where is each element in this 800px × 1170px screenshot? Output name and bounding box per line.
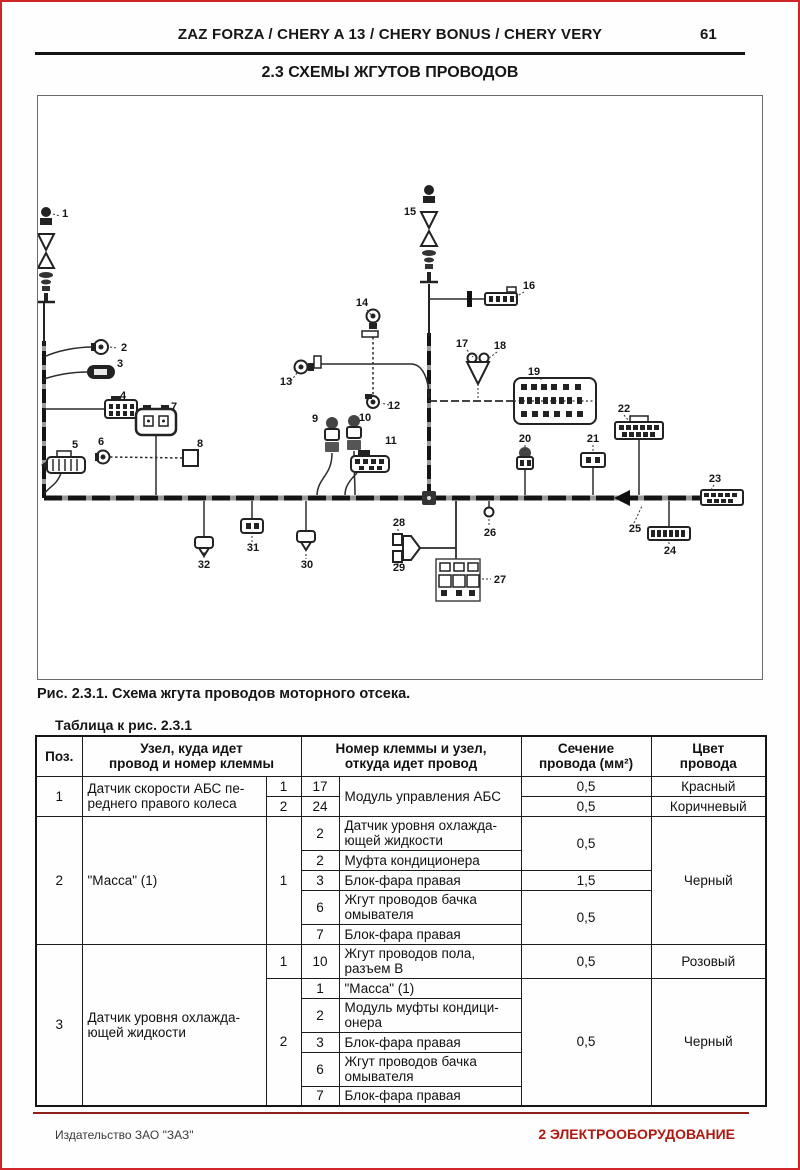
component-32: [195, 501, 213, 556]
terminal-cell: 1: [266, 944, 301, 978]
node-cell: Датчик скорости АБС пе- реднего правого колеса: [82, 776, 266, 816]
source-node-cell: Модуль муфты кондици- онера: [339, 998, 521, 1032]
section-cell: 0,5: [521, 944, 651, 978]
harness-lines: [44, 284, 741, 498]
source-node-cell: Блок-фара правая: [339, 1086, 521, 1106]
source-num-cell: 2: [301, 850, 339, 870]
wiring-diagram: [38, 96, 762, 679]
pos-cell: 3: [36, 944, 82, 1106]
terminal-cell: 2: [266, 978, 301, 1106]
source-num-cell: 3: [301, 870, 339, 890]
diagram-label-15: 15: [403, 206, 417, 218]
source-num-cell: 6: [301, 1052, 339, 1086]
diagram-label-2: 2: [120, 342, 128, 354]
source-node-cell: Блок-фара правая: [339, 924, 521, 944]
pos-cell: 2: [36, 816, 82, 944]
diagram-labels: [62, 206, 721, 586]
color-cell: Черный: [651, 978, 766, 1106]
terminal-cell: 1: [266, 816, 301, 944]
section-cell: 0,5: [521, 796, 651, 816]
diagram-label-13: 13: [279, 376, 293, 388]
diagram-label-18: 18: [493, 340, 507, 352]
color-cell: Красный: [651, 776, 766, 796]
section-cell: 0,5: [521, 890, 651, 944]
col-header-source: Номер клеммы и узел, откуда идет провод: [301, 736, 521, 776]
table-row: [36, 816, 766, 850]
page-number: 61: [700, 26, 717, 43]
diagram-label-10: 10: [358, 412, 372, 424]
component-7: [136, 405, 176, 495]
component-12: [365, 394, 379, 408]
diagram-label-16: 16: [522, 280, 536, 292]
table-row: [36, 944, 766, 978]
diagram-label-7: 7: [170, 401, 178, 413]
component-11: [345, 450, 389, 495]
component-20: [517, 447, 533, 495]
source-node-cell: Жгут проводов пола, разъем В: [339, 944, 521, 978]
wire-table: [35, 735, 767, 1107]
diagram-label-17: 17: [455, 338, 469, 350]
component-14: [362, 310, 380, 397]
color-cell: Черный: [651, 816, 766, 944]
component-30: [297, 501, 315, 550]
source-node-cell: "Масса" (1): [339, 978, 521, 998]
diagram-label-23: 23: [708, 473, 722, 485]
diagram-label-14: 14: [355, 297, 369, 309]
section-cell: 0,5: [521, 816, 651, 870]
diagram-label-31: 31: [246, 542, 260, 554]
component-28-29: [393, 534, 420, 562]
component-5: [41, 451, 85, 493]
chapter-label: 2 ЭЛЕКТРООБОРУДОВАНИЕ: [538, 1126, 735, 1142]
pos-cell: 1: [36, 776, 82, 816]
diagram-label-22: 22: [617, 403, 631, 415]
source-node-cell: Жгут проводов бачка омывателя: [339, 890, 521, 924]
section-title: 2.3 СХЕМЫ ЖГУТОВ ПРОВОДОВ: [261, 64, 519, 81]
component-3: [44, 365, 115, 379]
component-21: [581, 453, 605, 495]
source-num-cell: 2: [301, 816, 339, 850]
component-27: [420, 501, 480, 601]
source-num-cell: 24: [301, 796, 339, 816]
publisher-label: Издательство ЗАО "ЗАЗ": [55, 1128, 194, 1142]
component-31: [241, 501, 263, 533]
diagram-label-28: 28: [392, 517, 406, 529]
component-24: [648, 501, 690, 540]
diagram-label-1: 1: [61, 208, 69, 220]
source-num-cell: 6: [301, 890, 339, 924]
source-node-cell: Жгут проводов бачка омывателя: [339, 1052, 521, 1086]
diagram-label-6: 6: [97, 436, 105, 448]
component-23: [701, 490, 743, 505]
diagram-label-21: 21: [586, 433, 600, 445]
node-cell: Датчик уровня охлажда- ющей жидкости: [82, 944, 266, 1106]
color-cell: Розовый: [651, 944, 766, 978]
header-rule: [35, 52, 745, 55]
component-17-18: [467, 354, 489, 400]
section-cell: 0,5: [521, 978, 651, 1106]
terminal-cell: 2: [266, 796, 301, 816]
diagram-label-11: 11: [385, 435, 397, 447]
source-num-cell: 2: [301, 998, 339, 1032]
section-cell: 1,5: [521, 870, 651, 890]
col-header-color: Цвет провода: [651, 736, 766, 776]
source-node-cell: Датчик уровня охлажда- ющей жидкости: [339, 816, 521, 850]
diagram-label-12: 12: [387, 400, 401, 412]
source-num-cell: 10: [301, 944, 339, 978]
wiring-diagram-box: [37, 95, 763, 680]
component-16: [429, 287, 517, 307]
diagram-label-30: 30: [300, 559, 314, 571]
component-1: [38, 207, 55, 302]
col-header-target: Узел, куда идет провод и номер клеммы: [82, 736, 301, 776]
source-node-cell: Блок-фара правая: [339, 870, 521, 890]
diagram-label-32: 32: [197, 559, 211, 571]
page-header: ZAZ FORZA / CHERY A 13 / CHERY BONUS / CHERY VERY: [177, 26, 603, 43]
diagram-label-9: 9: [311, 413, 319, 425]
component-2: [44, 340, 108, 357]
diagram-label-29: 29: [392, 562, 406, 574]
source-node-cell: Модуль управления АБС: [339, 776, 521, 816]
source-node-cell: Блок-фара правая: [339, 1032, 521, 1052]
source-num-cell: 3: [301, 1032, 339, 1052]
color-cell: Коричневый: [651, 796, 766, 816]
diagram-label-4: 4: [119, 390, 127, 402]
col-header-pos: Поз.: [36, 736, 82, 776]
component-22: [615, 416, 663, 495]
diagram-label-25: 25: [628, 523, 642, 535]
diagram-label-27: 27: [493, 574, 507, 586]
diagram-label-3: 3: [116, 358, 124, 370]
component-26: [485, 501, 494, 517]
table-row: [36, 776, 766, 796]
source-num-cell: 7: [301, 924, 339, 944]
component-6: [95, 451, 183, 464]
terminal-cell: 1: [266, 776, 301, 796]
diagram-label-19: 19: [527, 366, 541, 378]
source-node-cell: Муфта кондиционера: [339, 850, 521, 870]
node-cell: "Масса" (1): [82, 816, 266, 944]
footer-rule: [33, 1112, 749, 1114]
label-leaders: [53, 214, 714, 579]
component-13: [295, 356, 430, 398]
table-title: Таблица к рис. 2.3.1: [55, 717, 192, 733]
diagram-label-5: 5: [71, 439, 79, 451]
section-cell: 0,5: [521, 776, 651, 796]
figure-caption: Рис. 2.3.1. Схема жгута проводов моторного отсека.: [37, 686, 411, 702]
diagram-label-20: 20: [518, 433, 532, 445]
source-num-cell: 7: [301, 1086, 339, 1106]
component-9: [317, 417, 339, 495]
source-num-cell: 17: [301, 776, 339, 796]
component-15: [420, 185, 438, 282]
source-num-cell: 1: [301, 978, 339, 998]
diagram-label-8: 8: [196, 438, 204, 450]
col-header-section: Сечение провода (мм²): [521, 736, 651, 776]
diagram-label-26: 26: [483, 527, 497, 539]
component-8: [183, 450, 198, 466]
component-19: [429, 378, 599, 424]
diagram-label-24: 24: [663, 545, 677, 557]
